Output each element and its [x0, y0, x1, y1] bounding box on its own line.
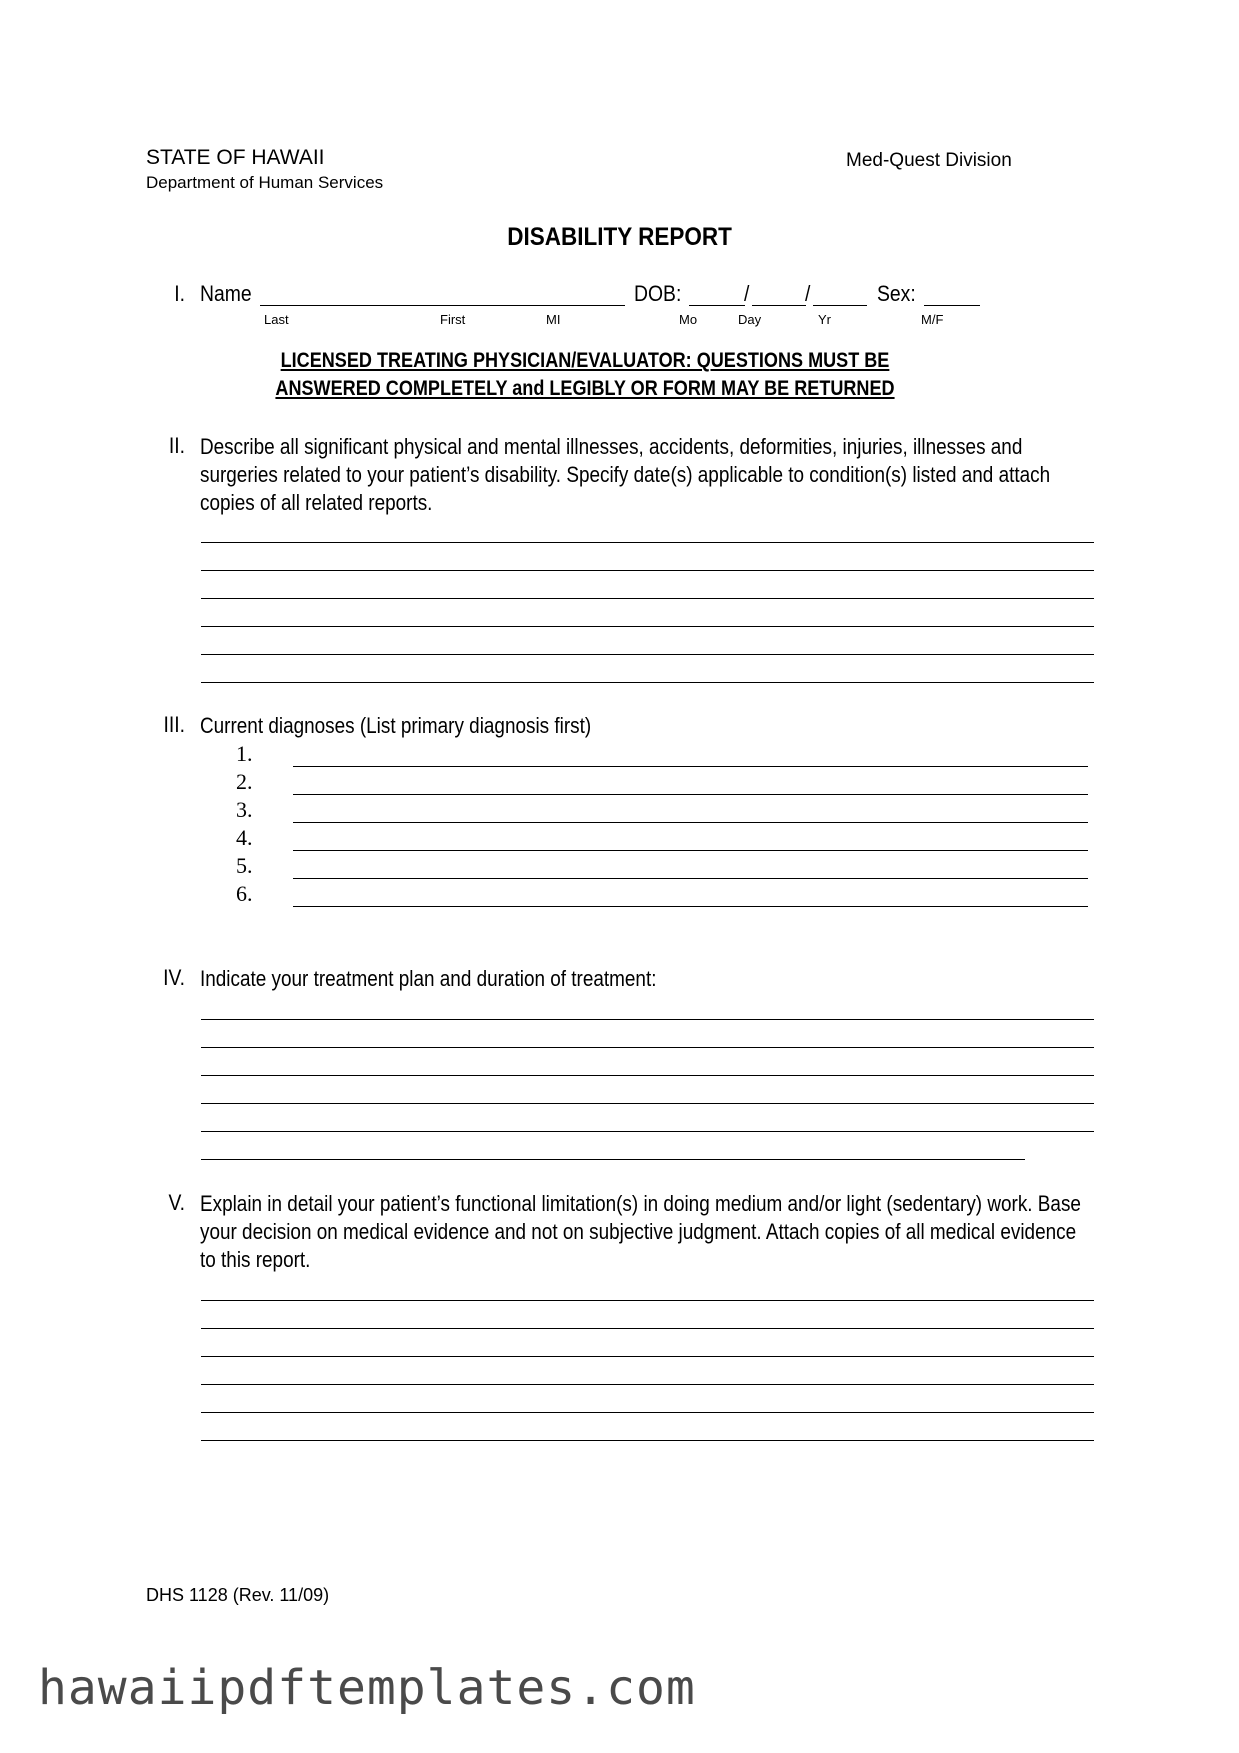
sub-label-mo: Mo: [679, 312, 698, 327]
answer-line[interactable]: [201, 542, 1094, 543]
answer-line[interactable]: [201, 1356, 1094, 1357]
sub-label-last: Last: [264, 312, 289, 327]
diagnosis-field-6[interactable]: [293, 906, 1088, 907]
answer-line[interactable]: [201, 682, 1094, 683]
diagnosis-number: 6.: [236, 881, 253, 906]
section-1-numeral: I.: [174, 281, 185, 306]
diagnosis-number: 2.: [236, 769, 253, 794]
answer-line[interactable]: [201, 1047, 1094, 1048]
diagnosis-field-4[interactable]: [293, 850, 1088, 851]
answer-line[interactable]: [201, 570, 1094, 571]
diagnosis-field-1[interactable]: [293, 766, 1088, 767]
section-5-numeral: V.: [168, 1190, 185, 1215]
watermark-text: hawaiipdftemplates.com: [38, 1660, 696, 1716]
sub-label-first: First: [440, 312, 466, 327]
diagnosis-number: 1.: [236, 741, 253, 766]
sex-field[interactable]: [924, 305, 980, 306]
dob-slash: /: [805, 281, 811, 306]
agency-name: STATE OF HAWAII: [146, 146, 325, 169]
sub-label-mi: MI: [546, 312, 561, 327]
section-3-instructions: Current diagnoses (List primary diagnosis first): [200, 713, 592, 738]
section-2-numeral: II.: [168, 433, 185, 458]
diagnosis-field-3[interactable]: [293, 822, 1088, 823]
diagnosis-number: 3.: [236, 797, 253, 822]
diagnosis-number: 5.: [236, 853, 253, 878]
answer-line[interactable]: [201, 598, 1094, 599]
section-3-numeral: III.: [163, 712, 185, 737]
answer-line[interactable]: [201, 1103, 1094, 1104]
department-name: Department of Human Services: [146, 173, 384, 192]
name-label: Name: [200, 281, 252, 306]
answer-line[interactable]: [201, 1075, 1094, 1076]
form-title: DISABILITY REPORT: [507, 223, 732, 251]
name-field[interactable]: [260, 305, 625, 306]
dob-day-field[interactable]: [752, 305, 806, 306]
answer-line[interactable]: [201, 1131, 1094, 1132]
division-name: Med-Quest Division: [846, 150, 1012, 171]
answer-line[interactable]: [201, 626, 1094, 627]
dob-year-field[interactable]: [813, 305, 867, 306]
section-2-instructions: Describe all significant physical and mental illnesses, accidents, deformities, injuries, illnesses and surgeries related to your patient’s disability. Specify date(s) applicable to condition(s) listed and attach copies of all related reports.: [200, 434, 1051, 515]
form-number: DHS 1128 (Rev. 11/09): [146, 1585, 330, 1605]
warning-line-2: ANSWERED COMPLETELY and LEGIBLY OR FORM MAY BE RETURNED: [275, 377, 895, 400]
dob-month-field[interactable]: [689, 305, 745, 306]
sub-label-yr: Yr: [818, 312, 831, 327]
sex-label: Sex:: [877, 281, 916, 306]
answer-line[interactable]: [201, 1384, 1094, 1385]
answer-line[interactable]: [201, 1019, 1094, 1020]
sub-label-day: Day: [738, 312, 762, 327]
diagnosis-field-5[interactable]: [293, 878, 1088, 879]
dob-slash: /: [744, 281, 750, 306]
answer-line[interactable]: [201, 1328, 1094, 1329]
dob-label: DOB:: [634, 281, 682, 306]
diagnosis-number: 4.: [236, 825, 253, 850]
answer-line[interactable]: [201, 1300, 1094, 1301]
answer-line[interactable]: [201, 1412, 1094, 1413]
warning-line-1: LICENSED TREATING PHYSICIAN/EVALUATOR: QUESTIONS MUST BE: [280, 349, 890, 372]
answer-line[interactable]: [201, 1440, 1094, 1441]
section-5-instructions: Explain in detail your patient’s functional limitation(s) in doing medium and/or light (sedentary) work. Base your decision on medical evidence and not on subjective judgment. Attach copies of all medical evidence to this report.: [200, 1191, 1081, 1272]
section-4-instructions: Indicate your treatment plan and duration of treatment:: [200, 966, 657, 991]
answer-line[interactable]: [201, 654, 1094, 655]
answer-line[interactable]: [201, 1159, 1025, 1160]
diagnosis-field-2[interactable]: [293, 794, 1088, 795]
section-4-numeral: IV.: [163, 965, 185, 990]
sub-label-mf: M/F: [921, 312, 944, 327]
